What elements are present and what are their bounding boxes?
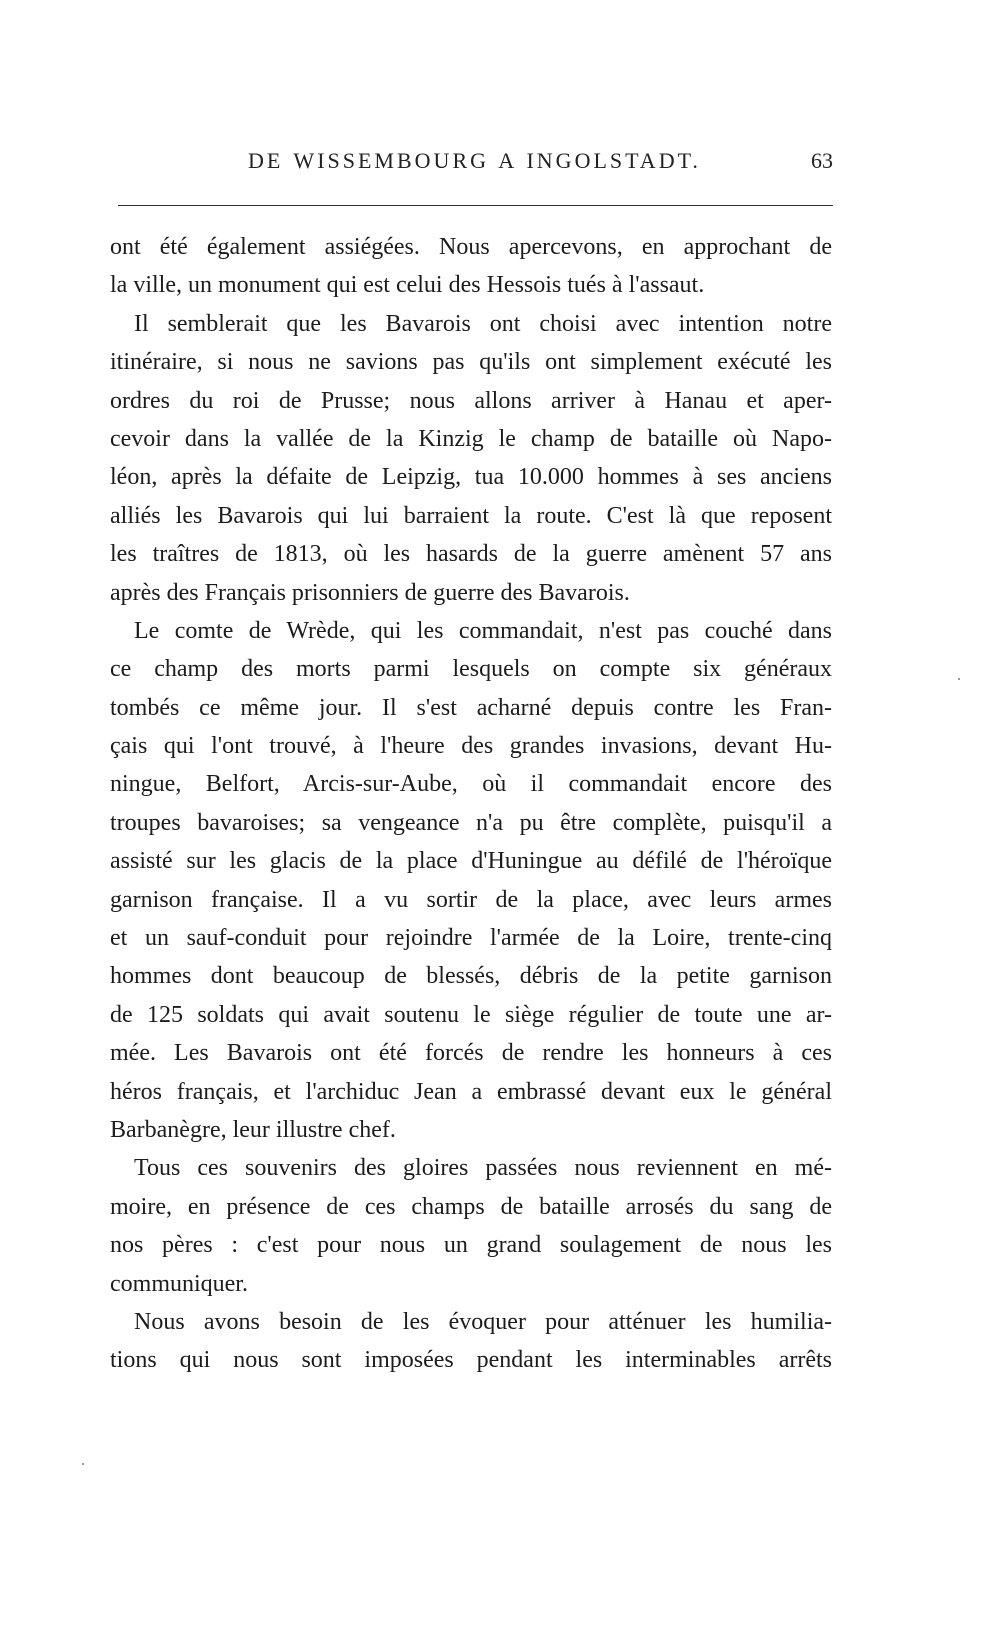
text-line: héros français, et l'archiduc Jean a embrassé devant eux le général [110,1078,832,1105]
text-line: garnison française. Il a vu sortir de la place, avec leurs armes [110,886,832,913]
text-line: communiquer. [110,1270,248,1297]
text-line: léon, après la défaite de Leipzig, tua 10.000 hommes à ses anciens [110,464,832,491]
text-line: ningue, Belfort, Arcis-sur-Aube, où il commandait encore des [110,771,832,798]
page-number: 63 [811,148,833,173]
paper-speck [958,678,960,680]
text-line: çais qui l'ont trouvé, à l'heure des grandes invasions, devant Hu- [110,733,832,760]
text-line: assisté sur les glacis de la place d'Huningue au défilé de l'héroïque [110,848,832,875]
running-head [118,148,833,182]
text-line: alliés les Bavarois qui lui barraient la route. C'est là que reposent [110,502,832,529]
text-line: hommes dont beaucoup de blessés, débris de la petite garnison [110,963,832,990]
paper-speck [82,1463,84,1465]
running-title: DE WISSEMBOURG A INGOLSTADT. [248,148,701,173]
paragraph-first-line: Tous ces souvenirs des gloires passées nous reviennent en mé- [134,1155,832,1182]
text-line: nos pères : c'est pour nous un grand soulagement de nous les [110,1232,832,1259]
text-line: après des Français prisonniers de guerre des Bavarois. [110,579,630,606]
paragraph-first-line: Il semblerait que les Bavarois ont choisi avec intention notre [134,310,832,337]
body-text [110,228,832,1380]
text-line: ont été également assiégées. Nous apercevons, en approchant de [110,234,832,260]
text-line: itinéraire, si nous ne savions pas qu'ils ont simplement exécuté les [110,349,832,376]
text-line: mée. Les Bavarois ont été forcés de rendre les honneurs à ces [110,1040,832,1067]
text-line: cevoir dans la vallée de la Kinzig le champ de bataille où Napo- [110,425,832,452]
paragraph-first-line: Le comte de Wrède, qui les commandait, n'est pas couché dans [134,617,832,644]
text-line: Barbanègre, leur illustre chef. [110,1116,396,1143]
text-line: la ville, un monument qui est celui des Hessois tués à l'assaut. [110,272,705,299]
text-line: moire, en présence de ces champs de bataille arrosés du sang de [110,1193,832,1220]
text-line: troupes bavaroises; sa vengeance n'a pu être complète, puisqu'il a [110,809,832,836]
text-line: ce champ des morts parmi lesquels on compte six généraux [110,656,832,683]
text-line: et un sauf-conduit pour rejoindre l'armée de la Loire, trente-cinq [110,925,832,952]
text-line: de 125 soldats qui avait soutenu le siège régulier de toute une ar- [110,1001,832,1028]
text-line: ordres du roi de Prusse; nous allons arriver à Hanau et aper- [110,387,832,414]
text-line: tombés ce même jour. Il s'est acharné depuis contre les Fran- [110,694,832,721]
text-line: les traîtres de 1813, où les hasards de la guerre amènent 57 ans [110,541,832,568]
paragraph-first-line: Nous avons besoin de les évoquer pour atténuer les humilia- [134,1308,832,1335]
text-line: tions qui nous sont imposées pendant les interminables arrêts [110,1347,832,1374]
header-rule [118,205,833,206]
